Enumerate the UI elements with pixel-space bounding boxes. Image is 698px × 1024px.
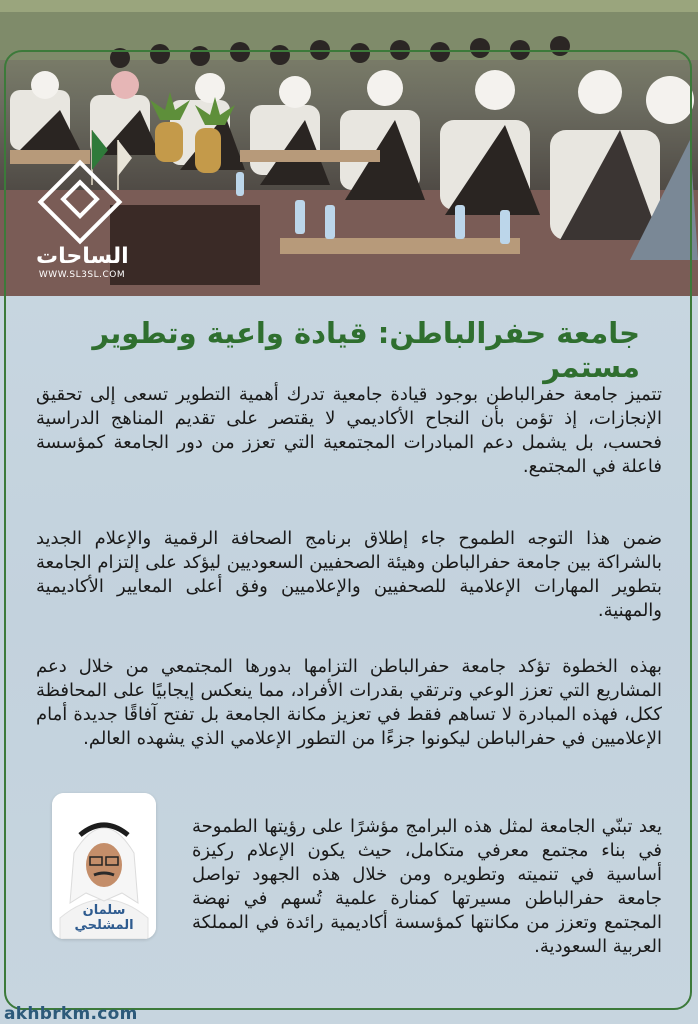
- article-title: جامعة حفرالباطن: قيادة واعية وتطوير مستمر: [92, 316, 640, 384]
- logo-name: الساحات: [36, 244, 129, 269]
- article-paragraph-4: يعد تبنّي الجامعة لمثل هذه البرامج مؤشرًا على رؤيتها الطموحة في بناء مجتمع معرفي متكامل، حيث يكون الإعلام ركيزة أساسية في تنميته وتطويره ومن خلال هذه الجهود تواصل جامعة حفرالباطن مسيرتها كمنارة علمية تُسهم في نهضة المجتمع وتعزز من مكانتها كمؤسسة أكاديمية رائدة في المملكة العربية السعودية.: [192, 816, 662, 957]
- author-name: سلمان المشلحي: [74, 903, 134, 933]
- footer-site[interactable]: akhbrkm.com: [4, 1004, 138, 1024]
- logo-url: WWW.SL3SL.COM: [38, 270, 126, 280]
- author-card: [52, 793, 156, 939]
- article-paragraph-3: بهذه الخطوة تؤكد جامعة حفرالباطن التزامها بدورها المجتمعي من خلال دعم المشاريع التي تعزز الوعي وترتقي بقدرات الأفراد، مما ينعكس إيجابيًا على المحافظة ككل، فهذه المبادرة لا تساهم فقط في تعزيز مكانة الجامعة بل تفتح آفاقًا جديدة أمام الإعلاميين في حفرالباطن ليكونوا جزءًا من التطور الإعلامي الذي يشهده العالم.: [36, 656, 662, 749]
- article-paragraph-1: تتميز جامعة حفرالباطن بوجود قيادة جامعية تدرك أهمية التطوير تسعى إلى تحقيق الإنجازات، إذ تؤمن بأن النجاح الأكاديمي لا يقتصر على تقديم المناهج الدراسية فحسب، بل يشمل دعم المبادرات المجتمعية التي تعزز من دور الجامعة كمؤسسة فاعلة في المجتمع.: [36, 384, 662, 477]
- article-paragraph-2: ضمن هذا التوجه الطموح جاء إطلاق برنامج الصحافة الرقمية والإعلام الجديد بالشراكة بين جامعة حفرالباطن وهيئة الصحفيين السعوديين ليؤكد على إلتزام الجامعة بتطوير المهارات الإعلامية للصحفيين والإعلاميين وفق أعلى المعايير الأكاديمية والمهنية.: [36, 528, 662, 621]
